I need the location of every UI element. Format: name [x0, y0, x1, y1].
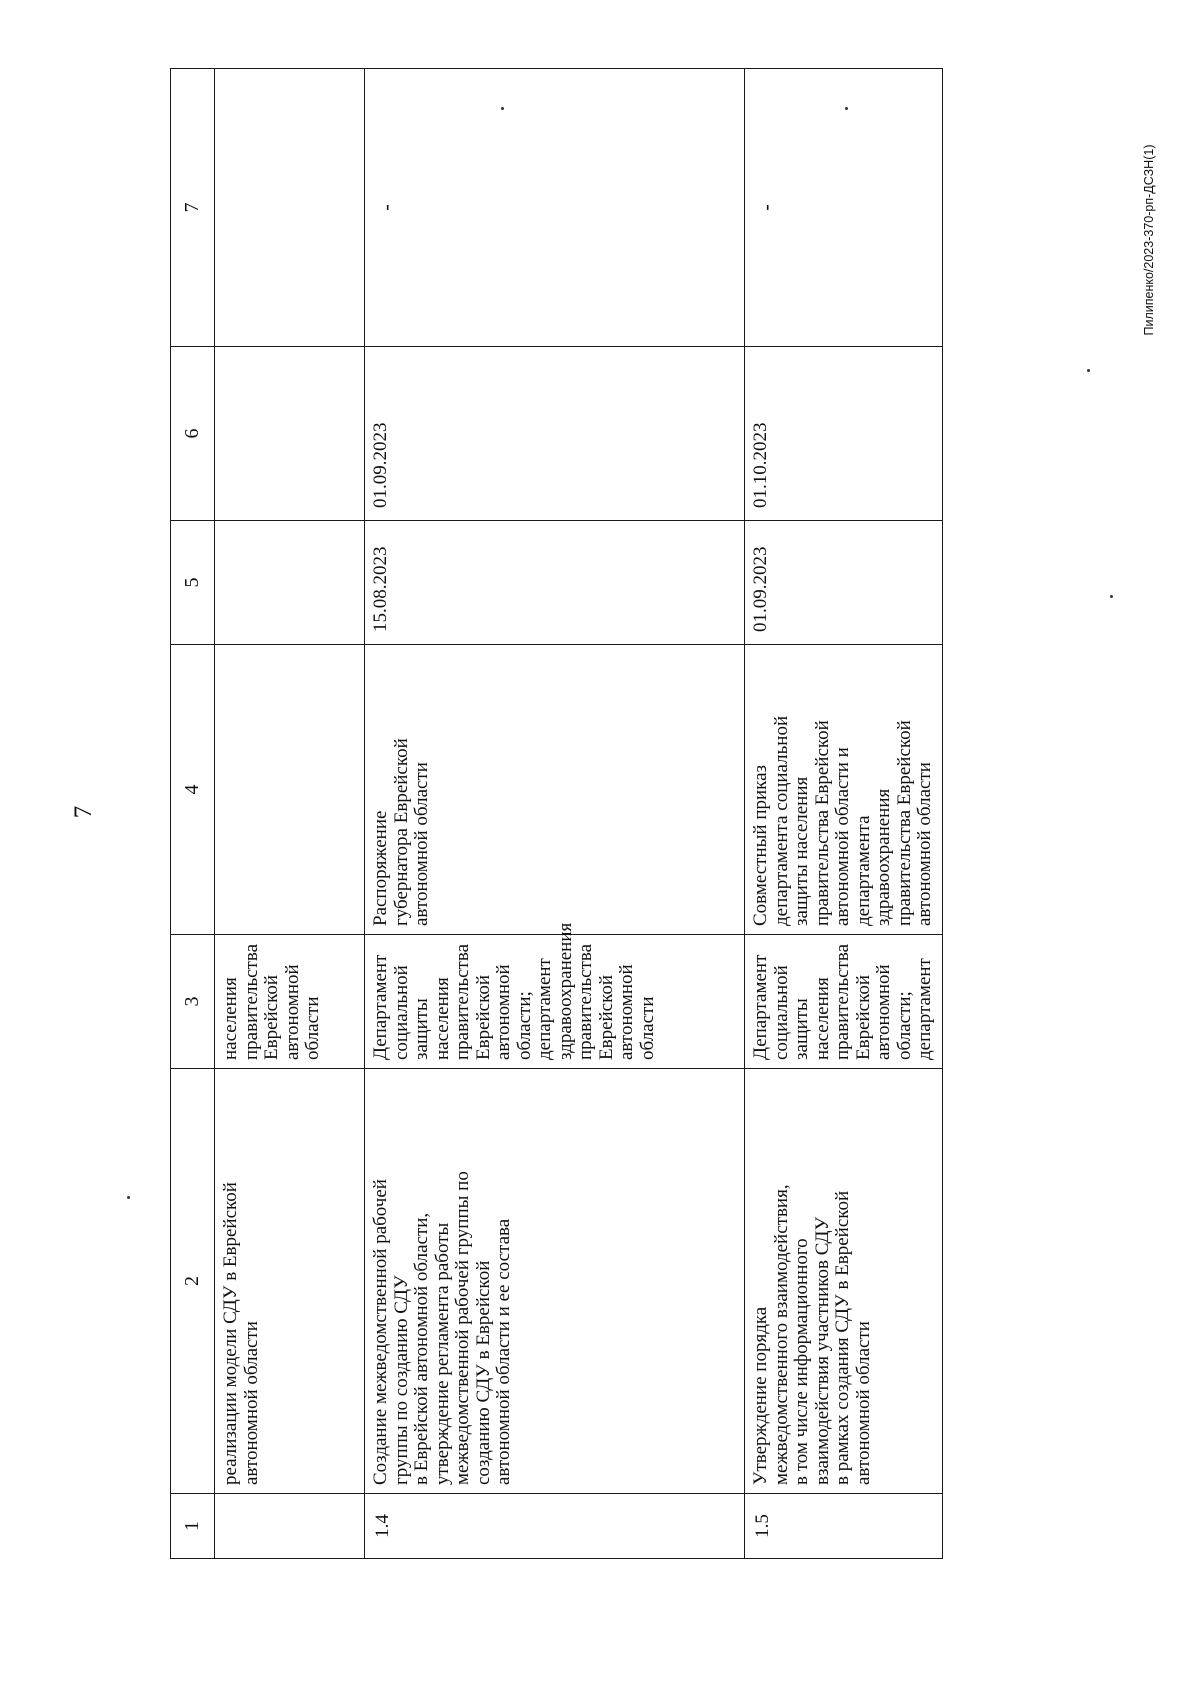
scan-speck [1087, 369, 1090, 372]
scan-speck [1110, 595, 1113, 598]
row-number [215, 1494, 365, 1559]
page-number: 7 [70, 805, 97, 819]
note-text [215, 69, 365, 347]
header-col-6: 6 [171, 347, 215, 521]
note-text: - [745, 69, 943, 347]
table-row [365, 69, 745, 1559]
header-col-3: 3 [171, 935, 215, 1069]
start-date: 15.08.2023 [365, 521, 745, 645]
row-number: 1.4 [365, 1494, 745, 1559]
scan-speck [127, 1196, 130, 1199]
end-date: 01.09.2023 [365, 347, 745, 521]
header-col-7: 7 [171, 69, 215, 347]
responsible-text: населения правительства Еврейской автономной области [215, 935, 365, 1069]
header-col-4: 4 [171, 645, 215, 935]
responsible-text: Департамент социальной защиты населения правительства Еврейской автономной области; департамент [745, 935, 943, 1069]
header-col-2: 2 [171, 1069, 215, 1494]
table-header-row [171, 69, 215, 1559]
plan-table [170, 69, 936, 1559]
end-date: 01.10.2023 [745, 347, 943, 521]
document-watermark: Пилипенко/2023-370-рп-ДСЗН(1) [1142, 144, 1156, 336]
header-col-5: 5 [171, 521, 215, 645]
responsible-text: Департамент социальной защиты населения правительства Еврейской автономной области; департамент здравоохранения правительства Еврейской автономной области [365, 935, 745, 1069]
measure-text: Утверждение порядка межведомственного взаимодействия, в том числе информационного взаимодействия участников СДУ в рамках создания СДУ в Еврейской автономной области [745, 1069, 943, 1494]
document-text: Распоряжение губернатора Еврейской автономной области [365, 645, 745, 935]
end-date [215, 347, 365, 521]
document-text: Совместный приказ департамента социальной защиты населения правительства Еврейской автономной области и департамента здравоохранения правительства Еврейской автономной области [745, 645, 943, 935]
header-col-1: 1 [171, 1494, 215, 1559]
table-row [745, 69, 943, 1559]
measure-text: реализации модели СДУ в Еврейской автономной области [215, 1069, 365, 1494]
note-text: - [365, 69, 745, 347]
start-date [215, 521, 365, 645]
row-number: 1.5 [745, 1494, 943, 1559]
document-text [215, 645, 365, 935]
table-row [215, 69, 365, 1559]
start-date: 01.09.2023 [745, 521, 943, 645]
measure-text: Создание межведомственной рабочей группы по созданию СДУ в Еврейской автономной области, утверждение регламента работы межведомственной рабочей группы по созданию СДУ в Еврейской автономной области и ее состава [365, 1069, 745, 1494]
